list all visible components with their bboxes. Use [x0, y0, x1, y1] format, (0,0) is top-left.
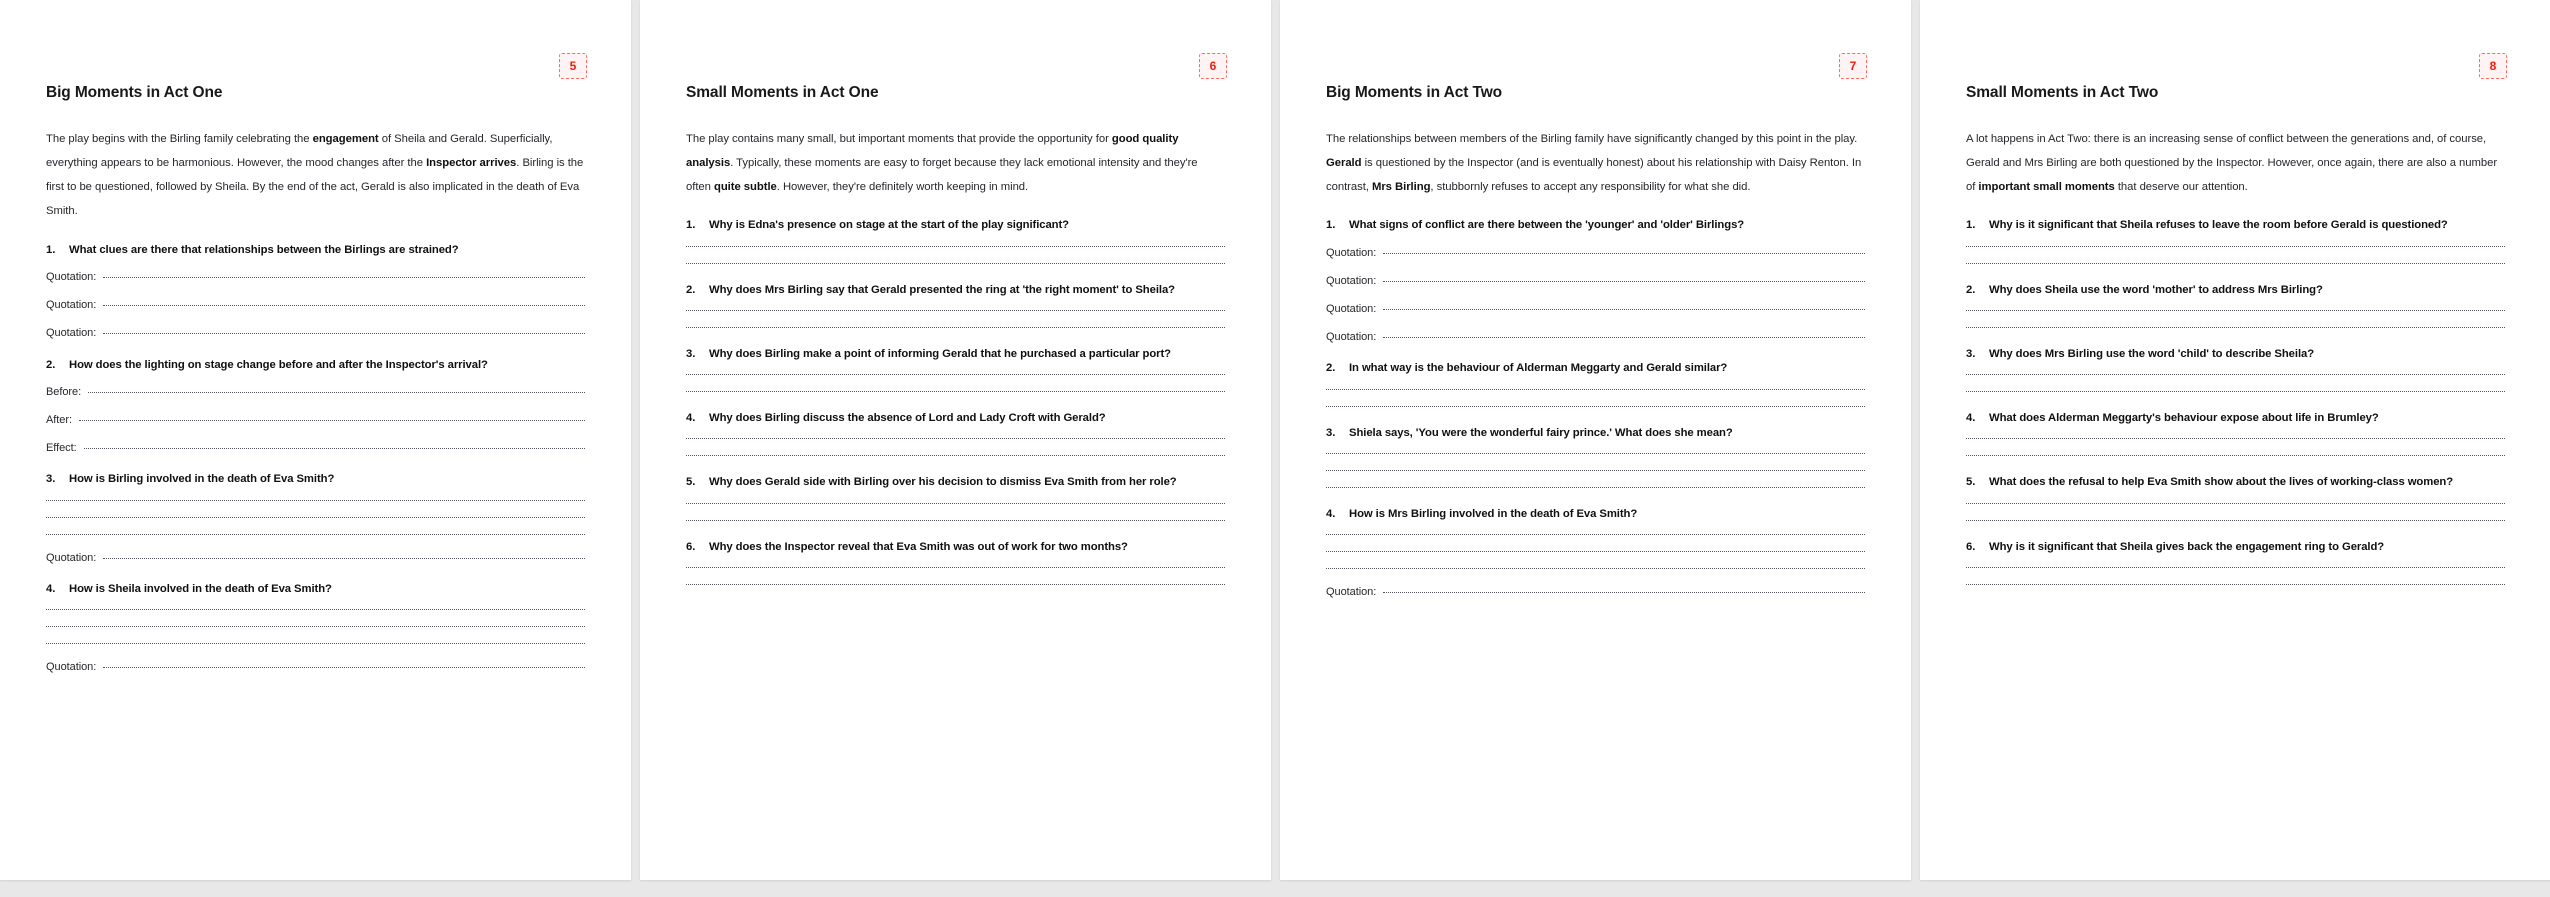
question-spacer [686, 330, 1225, 347]
question-text: How does the lighting on stage change before and after the Inspector's arrival? [69, 358, 488, 371]
intro-emphasis: engagement [312, 132, 379, 145]
dotted-write-line[interactable] [46, 499, 585, 501]
page-number-badge: 8 [2479, 53, 2507, 79]
question-number: 4. [1966, 412, 1976, 425]
answer-line[interactable] [1966, 568, 2505, 570]
question-heading [686, 411, 1225, 426]
answer-line[interactable] [686, 247, 1225, 249]
intro-paragraph [1966, 127, 2505, 200]
question-spacer [686, 394, 1225, 411]
answer-label: Quotation: [46, 327, 97, 340]
dotted-write-line[interactable] [686, 326, 1225, 328]
question-item [1966, 411, 2505, 458]
question-heading [46, 472, 585, 487]
question-heading [686, 283, 1225, 298]
question-item [686, 218, 1225, 265]
answer-line[interactable] [1966, 247, 2505, 249]
dotted-write-line[interactable] [1326, 567, 1865, 569]
page-title: Big Moments in Act Two [1326, 84, 1503, 101]
dotted-write-line[interactable] [1383, 252, 1865, 254]
dotted-write-line[interactable] [1966, 245, 2505, 247]
answer-line[interactable] [1966, 375, 2505, 377]
question-text: Why is it significant that Sheila gives back the engagement ring to Gerald? [1989, 540, 2385, 553]
question-text: Why is Edna's presence on stage at the start of the play significant? [709, 219, 1070, 232]
answer-line[interactable] [686, 504, 1225, 506]
answer-line[interactable] [1326, 552, 1865, 554]
question-text: Why does Mrs Birling say that Gerald presented the ring at 'the right moment' to Sheila? [709, 283, 1175, 296]
question-heading [686, 540, 1225, 555]
answer-line[interactable] [46, 535, 585, 537]
question-spacer [1966, 330, 2505, 347]
answer-line[interactable] [1966, 504, 2505, 506]
question-item [1966, 347, 2505, 394]
answer-label: Quotation: [1326, 246, 1377, 259]
intro-text: The play begins with the Birling family celebrating the [46, 132, 313, 145]
dotted-write-line[interactable] [1966, 519, 2505, 521]
answer-line[interactable] [1326, 454, 1865, 456]
question-spacer [1966, 458, 2505, 475]
question-number: 2. [46, 358, 56, 371]
worksheet-page-6[interactable] [640, 0, 1271, 880]
answer-label: Before: [46, 385, 82, 398]
question-text: Why does Birling make a point of informing Gerald that he purchased a particular port? [709, 347, 1172, 360]
question-heading [1326, 218, 1865, 233]
question-number: 3. [46, 473, 56, 486]
question-text: How is Sheila involved in the death of Eva Smith? [69, 582, 332, 595]
question-number: 4. [686, 412, 696, 425]
question-text: Why does Mrs Birling use the word 'child' to describe Sheila? [1989, 347, 2315, 360]
intro-text: is questioned by the Inspector (and is eventually honest) about his relationship with Daisy Renton. In contrast, [1326, 156, 1862, 194]
intro-text: . Birling is the first to be questioned, followed by Sheila. By the end of the act, Gerald is also implicated in the death of Eva Smith. [46, 156, 584, 218]
answer-line[interactable] [46, 386, 585, 399]
dotted-write-line[interactable] [686, 583, 1225, 585]
intro-emphasis: good quality analysis [686, 132, 1179, 169]
dotted-write-line[interactable] [46, 642, 585, 644]
question-number: 2. [1326, 362, 1336, 375]
question-list [1966, 218, 2505, 587]
intro-text: The play contains many small, but important moments that provide the opportunity for [686, 132, 1112, 145]
question-heading [1966, 540, 2505, 555]
answer-label: Quotation: [1326, 586, 1377, 599]
dotted-write-line[interactable] [1966, 502, 2505, 504]
dotted-write-line[interactable] [1383, 308, 1865, 310]
dotted-write-line[interactable] [1966, 262, 2505, 264]
question-item [1326, 218, 1865, 344]
dotted-write-line[interactable] [686, 309, 1225, 311]
answer-label: Quotation: [46, 551, 97, 564]
dotted-write-line[interactable] [46, 608, 585, 610]
question-spacer [1966, 523, 2505, 540]
answer-line[interactable] [46, 299, 585, 312]
dotted-write-line[interactable] [686, 566, 1225, 568]
question-text: Shiela says, 'You were the wonderful fairy prince.' What does she mean? [1349, 426, 1733, 439]
question-number: 5. [686, 476, 696, 489]
dotted-write-line[interactable] [84, 447, 585, 449]
page-number-badge: 5 [559, 53, 587, 79]
question-number: 1. [1966, 219, 1976, 232]
dotted-write-line[interactable] [1326, 550, 1865, 552]
answer-line[interactable] [1966, 311, 2505, 313]
answer-label: Quotation: [1326, 274, 1377, 287]
page-number-badge: 7 [1839, 53, 1867, 79]
question-number: 5. [1966, 476, 1976, 489]
question-item [686, 347, 1225, 394]
answer-line[interactable] [686, 439, 1225, 441]
dotted-write-line[interactable] [686, 262, 1225, 264]
question-item [1966, 540, 2505, 587]
dotted-write-line[interactable] [1966, 437, 2505, 439]
dotted-write-line[interactable] [686, 437, 1225, 439]
dotted-write-line[interactable] [1966, 566, 2505, 568]
question-number: 3. [1326, 426, 1336, 439]
question-heading [1326, 361, 1865, 376]
question-heading [1966, 347, 2505, 362]
answer-line[interactable] [1326, 569, 1865, 571]
question-text: Why is it significant that Sheila refuses to leave the room before Gerald is questioned? [1989, 219, 2448, 232]
page-title: Big Moments in Act One [46, 84, 223, 101]
intro-text: of Sheila and Gerald. Superficially, everything appears to be harmonious. However, the mood changes after the [46, 132, 553, 169]
question-item [1966, 218, 2505, 265]
question-number: 6. [1966, 540, 1976, 553]
dotted-write-line[interactable] [686, 502, 1225, 504]
dotted-write-line[interactable] [46, 516, 585, 518]
answer-line[interactable] [46, 501, 585, 503]
answer-line[interactable] [1326, 275, 1865, 288]
dotted-write-line[interactable] [1966, 583, 2505, 585]
question-number: 3. [1966, 347, 1976, 360]
question-item [46, 243, 585, 341]
answer-line[interactable] [1966, 585, 2505, 587]
intro-text: The relationships between members of the Birling family have significantly changed by this point in the play. [1326, 132, 1858, 145]
dotted-write-line[interactable] [103, 276, 585, 278]
dotted-write-line[interactable] [88, 391, 585, 393]
intro-paragraph [1326, 127, 1865, 200]
question-item [686, 411, 1225, 458]
intro-emphasis: Gerald [1326, 156, 1362, 169]
question-number: 2. [686, 283, 696, 296]
question-number: 1. [46, 243, 56, 256]
question-spacer [686, 266, 1225, 283]
question-text: How is Birling involved in the death of Eva Smith? [69, 473, 335, 486]
question-heading [46, 358, 585, 373]
question-spacer [1326, 409, 1865, 426]
dotted-write-line[interactable] [1326, 452, 1865, 454]
question-number: 3. [686, 347, 696, 360]
question-text: Why does Sheila use the word 'mother' to address Mrs Birling? [1989, 283, 2323, 296]
intro-paragraph [46, 127, 585, 224]
intro-paragraph [686, 127, 1225, 200]
question-spacer [46, 455, 585, 472]
dotted-write-line[interactable] [1326, 469, 1865, 471]
question-text: What clues are there that relationships between the Birlings are strained? [69, 243, 459, 256]
question-text: What does Alderman Meggarty's behaviour expose about life in Brumley? [1989, 412, 2379, 425]
answer-line[interactable] [1326, 586, 1865, 599]
dotted-write-line[interactable] [46, 625, 585, 627]
answer-line[interactable] [1326, 535, 1865, 537]
answer-label: Quotation: [1326, 331, 1377, 344]
question-item [1326, 361, 1865, 408]
question-text: What signs of conflict are there between the 'younger' and 'older' Birlings? [1349, 219, 1745, 232]
dotted-write-line[interactable] [103, 666, 585, 668]
question-number: 6. [686, 540, 696, 553]
question-spacer [686, 523, 1225, 540]
answer-line[interactable] [46, 644, 585, 646]
question-heading [1326, 426, 1865, 441]
question-heading [1326, 507, 1865, 522]
question-heading [1966, 411, 2505, 426]
question-heading [686, 475, 1225, 490]
question-text: How is Mrs Birling involved in the death of Eva Smith? [1349, 507, 1638, 520]
question-number: 2. [1966, 283, 1976, 296]
question-number: 4. [46, 582, 56, 595]
intro-text: A lot happens in Act Two: there is an increasing sense of conflict between the generations and, of course, Gerald and Mrs Birling are both questioned by the Inspector. However, once again, there are also a number of [1966, 132, 2498, 194]
dotted-write-line[interactable] [1383, 591, 1865, 593]
intro-text: that deserve our attention. [2114, 181, 2248, 194]
question-text: What does the refusal to help Eva Smith show about the lives of working-class women? [1989, 476, 2454, 489]
answer-line[interactable] [46, 327, 585, 340]
question-heading [1966, 218, 2505, 233]
answer-line[interactable] [46, 518, 585, 520]
question-item [1966, 475, 2505, 522]
question-item [1326, 426, 1865, 490]
dotted-write-line[interactable] [103, 304, 585, 306]
question-item [46, 582, 585, 674]
question-spacer [1326, 490, 1865, 507]
question-heading [1966, 283, 2505, 298]
answer-label: Quotation: [1326, 303, 1377, 316]
dotted-write-line[interactable] [1326, 388, 1865, 390]
answer-line[interactable] [686, 311, 1225, 313]
worksheet-page-5[interactable] [0, 0, 631, 880]
dotted-write-line[interactable] [1326, 486, 1865, 488]
question-heading [686, 347, 1225, 362]
answer-label: Quotation: [46, 299, 97, 312]
answer-label: Quotation: [46, 270, 97, 283]
answer-line[interactable] [686, 375, 1225, 377]
question-list [46, 243, 585, 675]
dotted-write-line[interactable] [103, 557, 585, 559]
question-heading [46, 582, 585, 597]
question-number: 4. [1326, 507, 1336, 520]
question-spacer [1326, 344, 1865, 361]
dotted-write-line[interactable] [1326, 405, 1865, 407]
worksheet-page-8[interactable] [1920, 0, 2550, 880]
dotted-write-line[interactable] [686, 390, 1225, 392]
question-number: 1. [686, 219, 696, 232]
answer-line[interactable] [46, 552, 585, 565]
answer-label: Quotation: [46, 661, 97, 674]
dotted-write-line[interactable] [686, 373, 1225, 375]
question-item [1326, 507, 1865, 599]
dotted-write-line[interactable] [1966, 309, 2505, 311]
answer-line[interactable] [1326, 331, 1865, 344]
question-heading [686, 218, 1225, 233]
dotted-write-line[interactable] [1383, 280, 1865, 282]
answer-label: After: [46, 413, 72, 426]
dotted-write-line[interactable] [1966, 373, 2505, 375]
question-text: Why does the Inspector reveal that Eva Smith was out of work for two months? [709, 540, 1128, 553]
answer-line[interactable] [46, 627, 585, 629]
answer-line[interactable] [46, 271, 585, 284]
dotted-write-line[interactable] [103, 332, 585, 334]
dotted-write-line[interactable] [1966, 390, 2505, 392]
intro-emphasis: quite subtle [713, 181, 777, 194]
answer-line[interactable] [1326, 247, 1865, 260]
answer-line[interactable] [1966, 439, 2505, 441]
question-item [686, 283, 1225, 330]
intro-text: , stubbornly refuses to accept any responsibility for what she did. [1430, 181, 1751, 194]
question-heading [46, 243, 585, 258]
answer-line[interactable] [1326, 390, 1865, 392]
question-number: 1. [1326, 219, 1336, 232]
question-item [46, 472, 585, 564]
question-text: Why does Birling discuss the absence of Lord and Lady Croft with Gerald? [709, 412, 1106, 425]
worksheet-page-7[interactable] [1280, 0, 1911, 880]
question-spacer [46, 565, 585, 582]
page-number-badge: 6 [1199, 53, 1227, 79]
answer-line[interactable] [46, 442, 585, 455]
answer-line[interactable] [46, 610, 585, 612]
question-spacer [46, 341, 585, 358]
question-text: Why does Gerald side with Birling over his decision to dismiss Eva Smith from her role? [709, 476, 1177, 489]
dotted-write-line[interactable] [46, 533, 585, 535]
intro-text: . Typically, these moments are easy to forget because they lack emotional intensity and they're often [686, 156, 1198, 194]
question-list [686, 218, 1225, 587]
intro-text: . However, they're definitely worth keeping in mind. [776, 181, 1029, 194]
answer-line[interactable] [46, 414, 585, 427]
question-heading [1966, 475, 2505, 490]
question-spacer [1966, 266, 2505, 283]
dotted-write-line[interactable] [686, 245, 1225, 247]
dotted-write-line[interactable] [1966, 326, 2505, 328]
page-title: Small Moments in Act One [686, 84, 879, 101]
dotted-write-line[interactable] [1326, 533, 1865, 535]
answer-line[interactable] [1326, 303, 1865, 316]
question-item [46, 358, 585, 456]
question-item [686, 540, 1225, 587]
question-list [1326, 218, 1865, 599]
dotted-write-line[interactable] [1966, 454, 2505, 456]
question-item [686, 475, 1225, 522]
dotted-write-line[interactable] [79, 419, 585, 421]
dotted-write-line[interactable] [1383, 336, 1865, 338]
dotted-write-line[interactable] [686, 519, 1225, 521]
intro-emphasis: Mrs Birling [1371, 181, 1431, 194]
question-item [1966, 283, 2505, 330]
question-spacer [1966, 394, 2505, 411]
answer-label: Effect: [46, 442, 77, 455]
dotted-write-line[interactable] [686, 454, 1225, 456]
answer-line[interactable] [1326, 471, 1865, 473]
page-title: Small Moments in Act Two [1966, 84, 2159, 101]
question-spacer [686, 458, 1225, 475]
answer-line[interactable] [46, 661, 585, 674]
intro-emphasis: Inspector arrives [426, 156, 517, 169]
intro-emphasis: important small moments [1978, 181, 2115, 194]
question-text: In what way is the behaviour of Alderman Meggarty and Gerald similar? [1349, 362, 1728, 375]
answer-line[interactable] [686, 568, 1225, 570]
answer-line[interactable] [686, 585, 1225, 587]
